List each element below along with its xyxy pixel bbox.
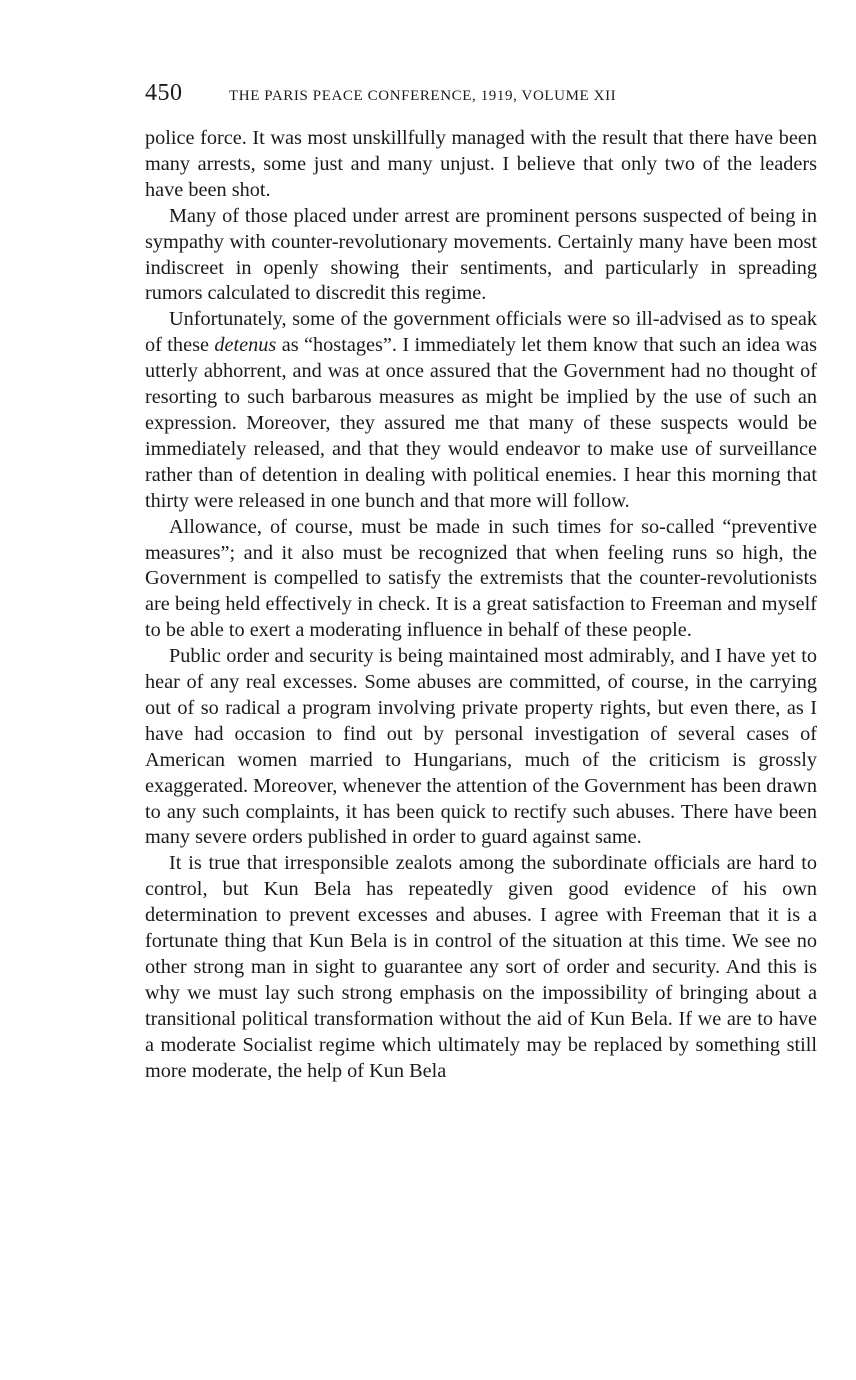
page-header bbox=[145, 80, 817, 116]
italic-term-detenus: detenus bbox=[214, 334, 277, 357]
page-number: 450 bbox=[145, 80, 183, 106]
paragraph-hostages-rest: as “hostages”. I immediately let them know that such an idea was utterly abhorrent, and was at once assured that the Government had no thought of resorting to such barbarous measures as might be implied by the use of such an expression. Moreover, they assured me that many of these suspects would be immediately released, and that they would endeavor to make use of surveillance rather than of detention in dealing with political enemies. I hear this morning that thirty were released in one bunch and that more will follow. bbox=[145, 334, 817, 512]
paragraph-preventive-measures: Allowance, of course, must be made in such times for so-called “preventive measures”; and it also must be recognized that when feeling runs so high, the Government is compelled to satisfy the extremists that the counter-revolutionists are being held effectively in check. It is a great satisfaction to Freeman and myself to be able to exert a moderating influence in behalf of these people. bbox=[145, 515, 817, 642]
paragraph-public-order: Public order and security is being maintained most admirably, and I have yet to hear of any real excesses. Some abuses are committed, of course, in the carrying out of so radical a program involving private property rights, but even there, as I have had occasion to find out by personal investigation of several cases of American women married to Hungarians, much of the criticism is grossly exaggerated. Moreover, whenever the attention of the Government has been drawn to any such complaints, it has been quick to rectify such abuses. There have been many severe orders published in order to guard against same. bbox=[145, 645, 817, 849]
paragraph-hostages-lead: Unfortunately, some of the government officials were so ill-advised as to speak of these bbox=[145, 308, 817, 357]
document-page bbox=[145, 80, 817, 1085]
paragraph-continued: police force. It was most unskillfully managed with the result that there have been many arrests, some just and many unjust. I believe that only two of the leaders have been shot. bbox=[145, 127, 817, 201]
paragraph-arrests: Many of those placed under arrest are prominent persons suspected of being in sympathy with counter-revolutionary movements. Certainly many have been most indiscreet in openly showing their sentiments, and particularly in spreading rumors calculated to discredit this regime. bbox=[145, 204, 817, 305]
running-head: THE PARIS PEACE CONFERENCE, 1919, VOLUME XII bbox=[229, 88, 617, 104]
paragraph-hostages bbox=[145, 307, 817, 514]
body-text bbox=[145, 126, 817, 1085]
paragraph-kun-bela: It is true that irresponsible zealots among the subordinate officials are hard to control, but Kun Bela has repeatedly given good evidence of his own determination to prevent excesses and abuses. I agree with Freeman that it is a fortunate thing that Kun Bela is in control of the situation at this time. We see no other strong man in sight to guarantee any sort of order and security. And this is why we must lay such strong emphasis on the impossibility of bringing about a transitional political transformation without the aid of Kun Bela. If we are to have a moderate Socialist regime which ultimately may be replaced by something still more moderate, the help of Kun Bela bbox=[145, 852, 817, 1082]
